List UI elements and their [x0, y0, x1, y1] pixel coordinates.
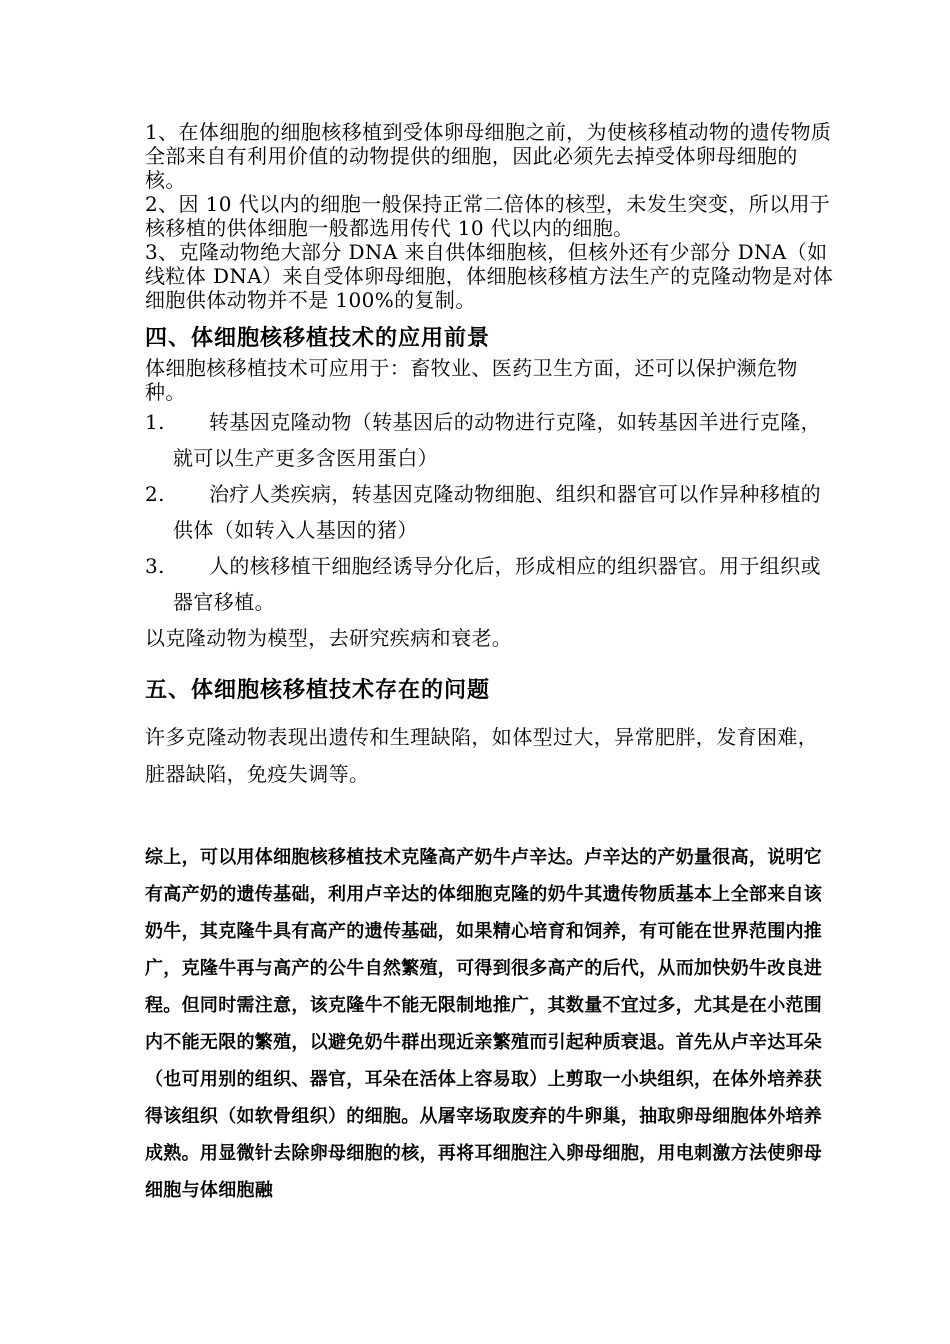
section5-title: 五、体细胞核移植技术存在的问题	[145, 678, 491, 703]
summary-paragraph: 综上，可以用体细胞核移植技术克隆高产奶牛卢辛达。卢辛达的产奶量很高，说明它有高产奶的遗传基础，利用卢辛达的体细胞克隆的奶牛其遗传物质基本上全部来自该奶牛，其克隆牛具有高产的遗传基础，如果精心培育和饲养，有可能在世界范围内推广，克隆牛再与高产的公牛自然繁殖，可得到很多高产的后代，从而加快奶牛改良进程。但同时需注意，该克隆牛不能无限制地推广，其数量不宜过多，尤其是在小范围内不能无限的繁殖，以避免奶牛群出现近亲繁殖而引起种质衰退。首先从卢辛达耳朵（也可用别的组织、器官，耳朵在活体上容易取）上剪取一小块组织，在体外培养获得该组织（如软骨组织）的细胞。从屠宰场取废弃的牛卵巢，抽取卵母细胞体外培养成熟。用显微针去除卵母细胞的核，再将耳细胞注入卵母细胞，用电刺激方法使卵母细胞与体细胞融	[145, 847, 823, 1201]
list-item	[145, 548, 835, 620]
list-item-number: 2.	[145, 482, 165, 506]
document-page	[145, 120, 835, 1227]
note-2: 2、因 10 代以内的细胞一般保持正常二倍体的核型，未发生突变，所以用于核移植的供体细胞一般都选用传代 10 代以内的细胞。	[145, 192, 831, 240]
list-item-number: 3.	[145, 554, 165, 578]
section5-body: 许多克隆动物表现出遗传和生理缺陷，如体型过大，异常肥胖，发育困难，脏器缺陷，免疫失调等。	[145, 725, 819, 786]
list-item-number: 1.	[145, 410, 165, 434]
section4-title: 四、体细胞核移植技术的应用前景	[145, 326, 491, 351]
list-item-text: 人的核移植干细胞经诱导分化后，形成相应的组织器官。用于组织或器官移植。	[173, 554, 821, 614]
section4-intro: 体细胞核移植技术可应用于：畜牧业、医药卫生方面，还可以保护濒危物种。	[145, 356, 798, 404]
list-item-text: 治疗人类疾病，转基因克隆动物细胞、组织和器官可以作异种移植的供体（如转入人基因的猪）	[173, 482, 821, 542]
list-item-text: 转基因克隆动物（转基因后的动物进行克隆，如转基因羊进行克隆，就可以生产更多含医用蛋白）	[173, 410, 821, 470]
list-item	[145, 476, 835, 548]
section4-outro: 以克隆动物为模型，去研究疾病和衰老。	[145, 626, 513, 650]
list-item	[145, 404, 835, 476]
note-3: 3、克隆动物绝大部分 DNA 来自供体细胞核，但核外还有少部分 DNA（如线粒体 DNA）来自受体卵母细胞，体细胞核移植方法生产的克隆动物是对体细胞供体动物并不是 100%的复制。	[145, 240, 834, 312]
note-1: 1、在体细胞的细胞核移植到受体卵母细胞之前，为使核移植动物的遗传物质全部来自有利用价值的动物提供的细胞，因此必须先去掉受体卵母细胞的核。	[145, 120, 832, 192]
